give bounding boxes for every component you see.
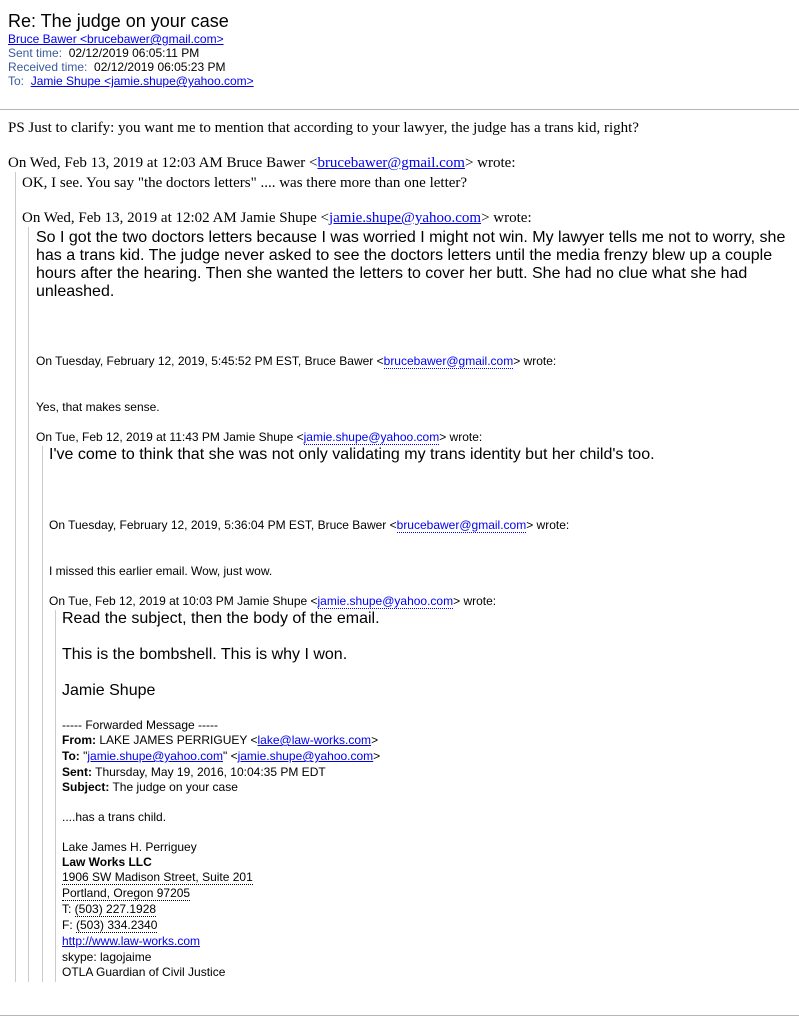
website-link[interactable]: http://www.law-works.com	[62, 934, 201, 948]
signature-fax: F: (503) 334.2340	[62, 918, 158, 932]
sender-link[interactable]: Bruce Bawer <brucebawer@gmail.com>	[8, 32, 224, 46]
forwarded-from-email-link[interactable]: lake@law-works.com	[257, 733, 372, 747]
quote-3-email-link[interactable]: brucebawer@gmail.com	[383, 354, 514, 368]
quote-6-signoff: Jamie Shupe	[62, 682, 156, 699]
received-time-value: 02/12/2019 06:05:23 PM	[94, 60, 226, 74]
quote-6-email-link[interactable]: jamie.shupe@yahoo.com	[317, 594, 454, 608]
quote-2-email-link[interactable]: jamie.shupe@yahoo.com	[328, 210, 482, 226]
sent-time-value: 02/12/2019 06:05:11 PM	[68, 46, 200, 60]
ps-line: PS Just to clarify: you want me to mention that according to your lawyer, the judge has a trans kid, right?	[8, 120, 639, 136]
quote-attribution-2: On Wed, Feb 13, 2019 at 12:02 AM Jamie Shupe <jamie.shupe@yahoo.com> wrote:	[22, 210, 532, 226]
header-separator	[0, 109, 799, 110]
quote-bar-1	[15, 172, 16, 982]
quote-5-body: I missed this earlier email. Wow, just wow.	[49, 564, 273, 578]
forwarded-from: From: LAKE JAMES PERRIGUEY <lake@law-works.com>	[62, 733, 379, 747]
phone-number[interactable]: (503) 227.1928	[74, 902, 157, 916]
forwarded-body: ....has a trans child.	[62, 810, 167, 824]
signature-otla: OTLA Guardian of Civil Justice	[62, 965, 226, 979]
quote-6-line-1: Read the subject, then the body of the email.	[62, 610, 380, 627]
quote-1-body: OK, I see. You say "the doctors letters" .... was there more than one letter?	[22, 175, 468, 191]
fax-number[interactable]: (503) 334.2340	[76, 918, 158, 932]
quote-attribution-6: On Tue, Feb 12, 2019 at 10:03 PM Jamie Shupe <jamie.shupe@yahoo.com> wrote:	[49, 594, 497, 608]
footer-separator	[0, 1015, 799, 1016]
quote-attribution-3: On Tuesday, February 12, 2019, 5:45:52 PM EST, Bruce Bawer <brucebawer@gmail.com> wrote:	[36, 354, 557, 368]
quote-bar-4	[55, 610, 56, 982]
forwarded-to-link-2[interactable]: jamie.shupe@yahoo.com	[237, 749, 374, 763]
forwarded-to-link-1[interactable]: jamie.shupe@yahoo.com	[87, 749, 223, 763]
quote-3-body: Yes, that makes sense.	[36, 400, 160, 414]
forwarded-sent: Sent: Thursday, May 19, 2016, 10:04:35 PM EDT	[62, 765, 326, 779]
received-time-label: Received time:	[8, 60, 88, 74]
quote-6-line-2: This is the bombshell. This is why I won.	[62, 646, 348, 663]
signature-address-2: Portland, Oregon 97205	[62, 886, 191, 900]
signature-name: Lake James H. Perriguey	[62, 840, 197, 854]
signature-firm: Law Works LLC	[62, 855, 152, 869]
signature-phone: T: (503) 227.1928	[62, 902, 157, 916]
email-header	[8, 10, 254, 88]
quote-bar-2	[28, 227, 29, 982]
forwarded-header: ----- Forwarded Message -----	[62, 718, 219, 732]
forwarded-subject: Subject: The judge on your case	[62, 780, 238, 794]
quote-4-email-link[interactable]: jamie.shupe@yahoo.com	[303, 430, 440, 444]
recipient-link[interactable]: Jamie Shupe <jamie.shupe@yahoo.com>	[30, 74, 254, 88]
quote-bar-3	[42, 446, 43, 982]
email-subject: Re: The judge on your case	[8, 11, 229, 31]
quote-1-email-link[interactable]: brucebawer@gmail.com	[317, 155, 465, 171]
to-label: To:	[8, 74, 25, 88]
quote-4-body: I've come to think that she was not only validating my trans identity but her child's too.	[49, 446, 655, 463]
quote-2-body: So I got the two doctors letters because I was worried I might not win. My lawyer tells me not to worry, she has a trans kid. The judge never asked to see the doctors letters until the media frenzy blew up a couple hours after the hearing. Then she wanted the letters to cover her butt. She had no clue what she had unleashed.	[36, 229, 786, 300]
quote-attribution-5: On Tuesday, February 12, 2019, 5:36:04 PM EST, Bruce Bawer <brucebawer@gmail.com> wrote:	[49, 518, 570, 532]
signature-address-1: 1906 SW Madison Street, Suite 201	[62, 870, 253, 884]
sent-time-label: Sent time:	[8, 46, 63, 60]
quote-attribution-1: On Wed, Feb 13, 2019 at 12:03 AM Bruce Bawer <brucebawer@gmail.com> wrote:	[8, 155, 516, 171]
signature-skype: skype: lagojaime	[62, 950, 152, 964]
quote-attribution-4: On Tue, Feb 12, 2019 at 11:43 PM Jamie Shupe <jamie.shupe@yahoo.com> wrote:	[36, 430, 483, 444]
signature-website	[62, 934, 200, 949]
forwarded-to: To: "jamie.shupe@yahoo.com" <jamie.shupe@yahoo.com>	[62, 749, 381, 763]
quote-5-email-link[interactable]: brucebawer@gmail.com	[396, 518, 527, 532]
